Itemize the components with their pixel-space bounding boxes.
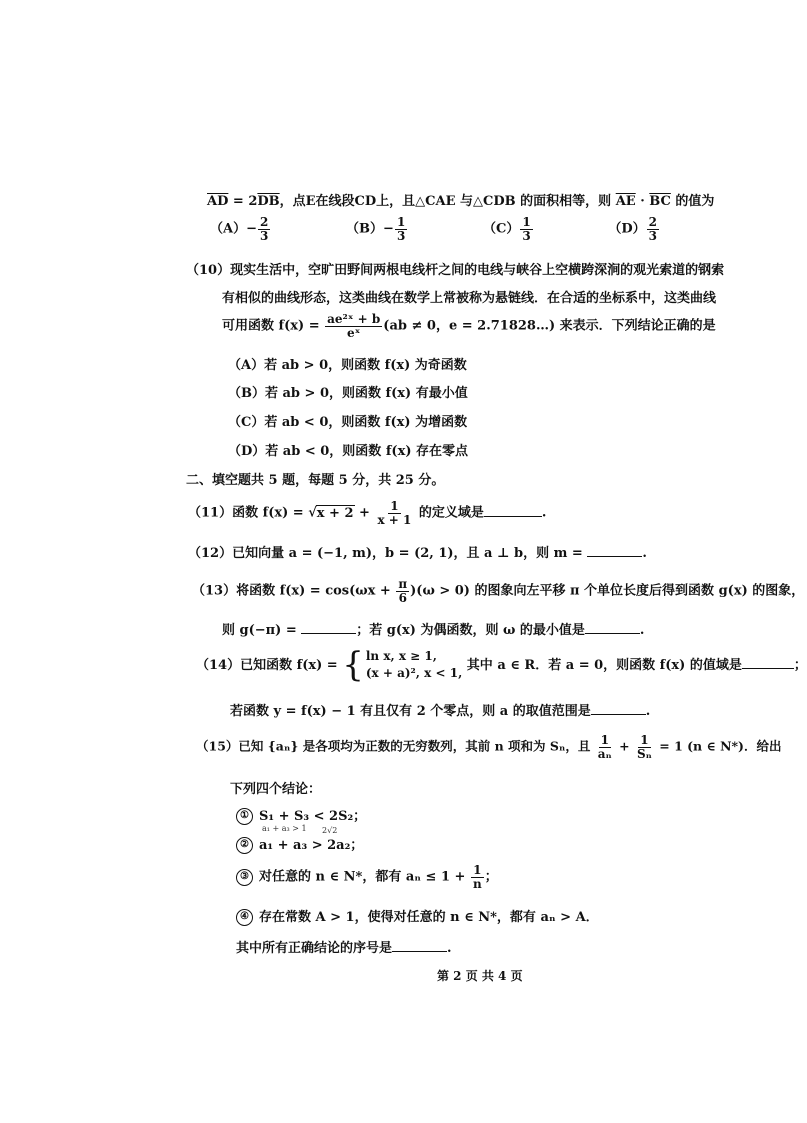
q9-option-b: （B）− $\frac{1}{3}$: [346, 215, 406, 243]
q10-choice-b: （B）若 ab > 0，则函数 f(x) 有最小值: [228, 386, 468, 401]
q15-answer-blank[interactable]: [392, 938, 447, 952]
q9-dot: ·: [635, 194, 650, 209]
q9-option-d: （D） $\frac{2}{3}$: [608, 215, 657, 243]
q9-text-h: 的值为: [670, 194, 715, 209]
q14-answer-blank-2[interactable]: [591, 701, 646, 715]
q13-line1: （13）将函数 f(x) = cos(ωx + $\frac{\pi}{6}$ )(ω > 0) 的图象向左平移 π 个单位长度后得到函数 g(x) 的图象，: [192, 577, 805, 605]
circled-number-4: ④: [236, 909, 253, 926]
vector-ad: $\overline{AD}$: [207, 194, 229, 209]
q15-last: 其中所有正确结论的序号是 .: [236, 937, 452, 956]
page-footer: 第 2 页 共 4 页: [437, 969, 523, 983]
q15-line2: 下列四个结论：: [230, 782, 322, 797]
q9-text-b: = 2: [228, 194, 258, 209]
q15-item-1: ① S₁ + S₃ < 2S₂；: [236, 805, 366, 825]
q13-answer-blank-2[interactable]: [585, 620, 640, 634]
q10-choice-a: （A）若 ab > 0，则函数 f(x) 为奇函数: [228, 358, 467, 373]
circled-number-1: ①: [236, 808, 253, 825]
q15-item-2: ② a₁ + a₃ > 2a₂；: [236, 834, 363, 854]
vector-bc: $\overline{BC}$: [649, 194, 671, 209]
q9-text-d: ，点E在线段CD上，且△CAE 与△CDB 的面积相等，则: [279, 194, 616, 209]
q9-option-a: （A）− $\frac{2}{3}$: [210, 215, 269, 243]
q11: （11）函数 f(x) = √x + 2 + $\frac{1}{x + 1}$ 的定义域是 .: [188, 499, 547, 527]
catenary-fraction: $\frac{\text{ae²ˣ + b}}{\text{eˣ}}$: [327, 312, 381, 340]
q14-line2: 若函数 y = f(x) − 1 有且仅有 2 个零点，则 a 的取值范围是 .: [230, 700, 650, 719]
q15-item-3: ③ 对任意的 n ∈ N*，都有 aₙ ≤ 1 + $\frac{1}{n}$ ；: [236, 864, 498, 890]
q13-line2: 则 g(−π) = ；若 g(x) 为偶函数，则 ω 的最小值是 .: [222, 619, 644, 638]
q15-line1: （15）已知 {aₙ} 是各项均为正数的无穷数列，其前 n 项和为 Sₙ，且 $\frac{1}{\text{aₙ}}$ + $\frac{1}{\text{Sₙ}}$ = 1 (n ∈ N*)．给出: [196, 733, 782, 761]
q9-options: [210, 216, 660, 242]
q15-item-4: ④ 存在常数 A > 1，使得对任意的 n ∈ N*，都有 aₙ > A．: [236, 906, 599, 926]
q14-answer-blank-1[interactable]: [742, 655, 794, 669]
piecewise-function: { ln x, x ≥ 1, (x + a)², x < 1,: [342, 645, 463, 686]
q11-answer-blank[interactable]: [484, 503, 542, 517]
q10-line1: （10）现实生活中，空旷田野间两根电线杆之间的电线与峡谷上空横跨深涧的观光索道的钢索: [186, 263, 725, 278]
handwritten-note-1: a₁ + a₃ > 1: [262, 824, 307, 833]
vector-ae: $\overline{AE}$: [615, 194, 636, 209]
q9-stem: [207, 190, 714, 209]
section-heading: 二、填空题共 5 题，每题 5 分，共 25 分。: [186, 473, 445, 488]
q9-option-c: （C） $\frac{1}{3}$: [482, 215, 531, 243]
q10-line3: 可用函数 f(x) = $\frac{\text{ae²ˣ + b}}{\text{eˣ}}$ (ab ≠ 0，e = 2.71828…) 来表示．下列结论正确的是: [222, 312, 716, 340]
q10-choice-d: （D）若 ab < 0，则函数 f(x) 存在零点: [228, 444, 468, 459]
vector-db: $\overline{DB}$: [257, 194, 280, 209]
q12-answer-blank[interactable]: [587, 543, 642, 557]
handwritten-note-2: 2√2: [322, 826, 338, 835]
q10-line2: 有相似的曲线形态，这类曲线在数学上常被称为悬链线．在合适的坐标系中，这类曲线: [222, 291, 717, 306]
q12: （12）已知向量 a = (−1, m)，b = (2, 1)，且 a ⊥ b，则 m = .: [188, 542, 647, 561]
circled-number-3: ③: [236, 869, 253, 886]
q14-line1: （14）已知函数 f(x) = { ln x, x ≥ 1, (x + a)², x < 1, 其中 a ∈ R．若 a = 0，则函数 f(x) 的值域是 ；: [196, 645, 807, 686]
q13-answer-blank-1[interactable]: [301, 620, 356, 634]
q10-choice-c: （C）若 ab < 0，则函数 f(x) 为增函数: [228, 415, 468, 430]
circled-number-2: ②: [236, 837, 253, 854]
